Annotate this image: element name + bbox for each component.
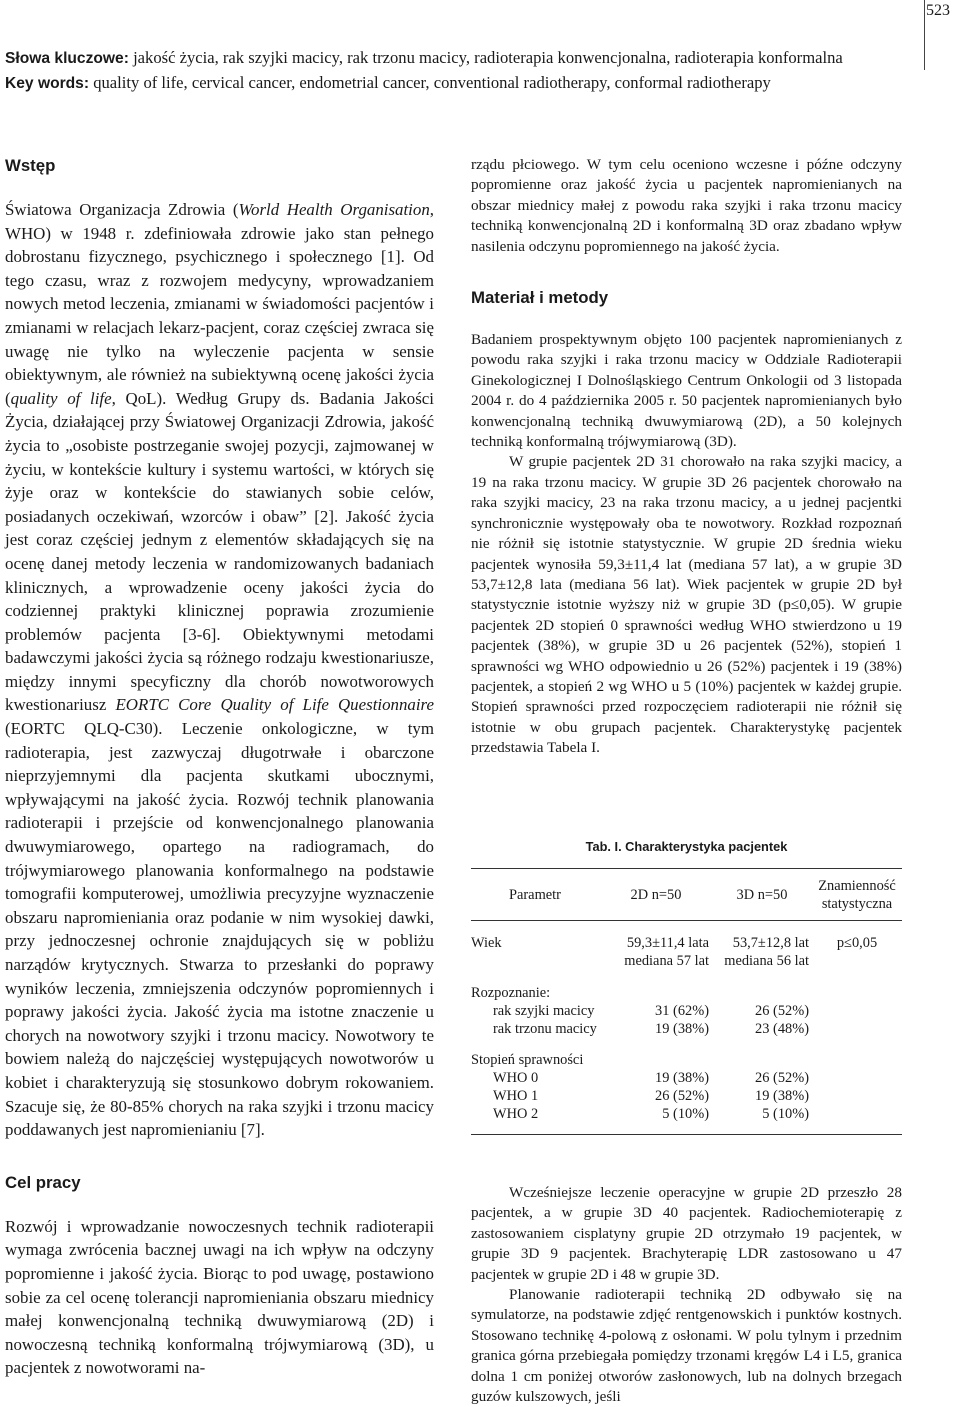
row-who0-2d: 19 (38%) [655,1070,709,1086]
row-cervical-3d: 26 (52%) [755,1003,809,1019]
methods-paragraph-1: Badaniem prospektywnym objęto 100 pacjentek napromienianych z powodu raka szyjki i raka trzonu macicy w Oddziale Radioterapii Ginekologicznej I Dolnośląskiego Centrum Onkologii od 3 listopada 2004 r. do 4 października 2005 r. 50 pacjentek napromienianych było konwencjonalną techniką dwuwymiarową (2D), a 50 kolejnych techniką konformalną trójwymiarową (3D). [471,331,902,451]
table-header-rule [471,920,902,921]
keywords-en-text: quality of life, cervical cancer, endometrial cancer, conventional radiotherapy, conformal radiotherapy [89,72,771,92]
row-age-3d-median: mediana 56 lat [724,953,809,969]
row-endometrial-label: rak trzonu macicy [493,1021,597,1037]
aim-paragraph-continued: rządu płciowego. W tym celu oceniono wczesne i późne odczyny popromienne oraz jakość życia u pacjentek napromienianych na obszar miednicy małej z powodu raka szyjki i raka trzonu macicy techniką konwencjonalną 2D i konformalną 3D oraz zbadano wpływ nasilenia odczynu popromiennego na jakość życia. [471,156,902,255]
methods-paragraph-3: Wcześniejsze leczenie operacyjne w grupie 2D przeszło 28 pacjentek, a w grupie 3D 40 pacjentek. Radiochemioterapię z zastosowaniem cisplatyny grupie 2D otrzymało 19 pacjentek, w grupie 3D 9 pacjentek. Brachyterapię LDR zastosowano u 47 pacjentek w grupie 2D i 48 w grupie 3D. [471,1184,902,1283]
row-age-2d-median: mediana 57 lat [624,953,709,969]
intro-paragraph: Światowa Organizacja Zdrowia (World Health Organisation, WHO) w 1948 r. zdefiniowała zdrowie jako stan pełnego dobrostanu fizycznego, psychicznego i społecznego [1]. Od tego czasu, wraz z rozwojem medycyny, wprowadzaniem nowych metod leczenia, zmianami w świadomości pacjentów i zmianami w relacjach lekarz-pacjent, coraz częściej zwraca się uwagę nie tylko na wyleczenie pacjenta w sensie obiektywnym, ale również na subiektywną ocenę jakości życia (quality of life, QoL). Według Grupy ds. Badania Jakości Życia, działającej przy Światowej Organizacji Zdrowia, jakość życia to „osobiste postrzeganie swojej pozycji, zajmowanej w życiu, w kontekście kultury i systemu wartości, w których się żyje oraz w kontekście do stawianych sobie celów, posiadanych oczekiwań, wzorców i obaw” [2]. Jakość życia jest coraz częściej jednym z elementów składających się na ocenę danej metody leczenia w randomizowanych badaniach klinicznych, a wprowadzenie oceny jakości życia do codziennej praktyki klinicznej poprawia zrozumienie problemów pacjenta [3-6]. Obiektywnymi metodami badawczymi jakości życia są różnego rodzaju kwestionariusze, między innymi specyficzny dla chorób nowotworowych kwestionariusz EORTC Core Quality of Life Questionnaire (EORTC QLQ-C30). Leczenie onkologiczne, w tym radioterapia, jest zazwyczaj długotrwałe i obarczone nieprzyjemnymi dla pacjenta skutkami ubocznymi, wpływającymi na jakość życia. Rozwój technik planowania radioterapii i przejście od konwencjonalnego planowania dwuwymiarowego, opartego na radiogramach, do trójwymiarowego planowania konformalnego na podstawie tomografii komputerowej, umożliwia precyzyjne wyznaczenie obszaru napromieniania oraz podanie w nim wysokiej dawki, przy jednoczesnej ochronie znajdujących się w pobliżu narządów krytycznych. Stwarza to przesłanki do poprawy wyników leczenia, zmniejszenia odczynów popromiennych i poprawy jakości życia. Jakość życia ma istotne znaczenie u chorych na nowotwory szyjki i trzonu macicy. Nowotwory te bowiem należą do najczęściej występujących nowotworów u kobiet i charakteryzują się stosunkowo dobrym rokowaniem. Szacuje się, że 80-85% chorych na raka szyjki i trzonu macicy poddawanych jest napromienianiu [7]. [5,200,434,1140]
keywords-pl-text: jakość życia, rak szyjki macicy, rak trzonu macicy, radioterapia konwencjonalna, radioterapia konformalna [128,48,843,67]
row-who2-3d: 5 (10%) [762,1106,809,1122]
row-who1-2d: 26 (52%) [655,1088,709,1104]
right-column [471,155,902,759]
row-who0-label: WHO 0 [493,1070,539,1086]
row-cervical-label: rak szyjki macicy [493,1003,595,1019]
row-age-2d-mean: 59,3±11,4 lata [626,935,709,951]
row-age-label: Wiek [471,935,502,951]
keywords-pl [5,46,915,71]
row-age-3d-mean: 53,7±12,8 lat [732,935,809,951]
right-column-bottom [471,1183,902,1407]
keywords-pl-label: Słowa kluczowe: [5,50,129,67]
row-performance-label: Stopień sprawności [471,1052,584,1068]
page-number: 523 [926,2,950,19]
methods-paragraph-4: Planowanie radioterapii techniką 2D odbywało się na symulatorze, na podstawie zdjęć rentgenowskich i punktów kostnych. Stosowano technikę 4-polową z osłonami. W polu tylnym i przednim granica górna przebiegała pomiędzy trzonami kręgów L4 i L5, granica dolna 1 cm poniżej otworów zasłonowych, lub na dolnych brzegach guzów kulszowych, jeśli [471,1286,902,1406]
table-bottom-rule [471,1134,902,1135]
row-diagnosis-label: Rozpoznanie: [471,985,551,1001]
row-age-significance: p≤0,05 [836,935,878,951]
row-who0-3d: 26 (52%) [755,1070,809,1086]
intro-heading: Wstęp [5,156,56,175]
row-who2-label: WHO 2 [493,1106,539,1122]
row-endometrial-3d: 23 (48%) [755,1021,809,1037]
header-2d: 2D n=50 [630,887,682,903]
header-significance: Znamienność statystyczna [818,878,896,912]
keywords-block [5,46,915,95]
table-top-rule [471,868,902,869]
methods-heading: Materiał i metody [471,288,609,308]
table-caption: Tab. I. Charakterystyka pacjentek [585,839,788,854]
keywords-en [5,71,915,96]
aim-paragraph: Rozwój i wprowadzanie nowoczesnych technik radioterapii wymaga zwrócenia bacznej uwagi na ich wpływ na odczyny popromienne i jakość życia. Biorąc to pod uwagę, postawiono sobie za cel ocenę tolerancji napromieniania obszaru miednicy małej konwencjonalną techniką dwuwymiarową (2D) i nowoczesną techniką konformalną trójwymiarową (3D), u pacjentek z nowotworami na- [5,1216,434,1378]
patient-characteristics-table [471,868,902,1168]
row-cervical-2d: 31 (62%) [655,1003,709,1019]
header-parameter: Parametr [509,887,561,903]
aim-heading: Cel pracy [5,1172,81,1192]
keywords-en-label: Key words: [5,74,90,92]
row-endometrial-2d: 19 (38%) [655,1021,709,1037]
page-divider [924,0,925,70]
row-who1-label: WHO 1 [493,1088,539,1104]
row-who2-2d: 5 (10%) [662,1106,709,1122]
header-3d: 3D n=50 [736,887,788,903]
row-who1-3d: 19 (38%) [755,1088,809,1104]
methods-paragraph-2: W grupie pacjentek 2D 31 chorowało na raka szyjki macicy, a 19 na raka trzonu macicy. W grupie 3D 26 pacjentek chorowało na raka szyjki macicy, 23 na raka trzonu macicy, a u jednej pacjentki synchronicznie występowały oba te nowotwory. Rozkład rozpoznań nie różnił się istotnie statystycznie. W grupie 2D średnia wieku pacjentek wynosiła 59,3±11,4 lat (mediana 57 lat), a w grupie 3D 53,7±12,8 lata (mediana 56 lat). Wiek pacjentek w grupie 2D był statystycznie istotnie wyższy niż w grupie 3D (p≤0,05). W grupie pacjentek 2D stopień 0 sprawności według WHO stwierdzono u 19 pacjentek (38%), w grupie 3D u 26 pacjentek (52%), stopień 1 sprawności wg WHO odpowiednio u 26 (52%) pacjentek i 19 (38%) pacjentek, a stopień 2 wg WHO u 5 (10%) pacjentek w każdej grupie. Stopień sprawności przed rozpoczęciem radioterapii nie różnił się istotnie w obu grupach pacjentek. Charakterystykę pacjentek przedstawia Tabela I. [471,453,902,757]
left-column [5,155,434,1380]
